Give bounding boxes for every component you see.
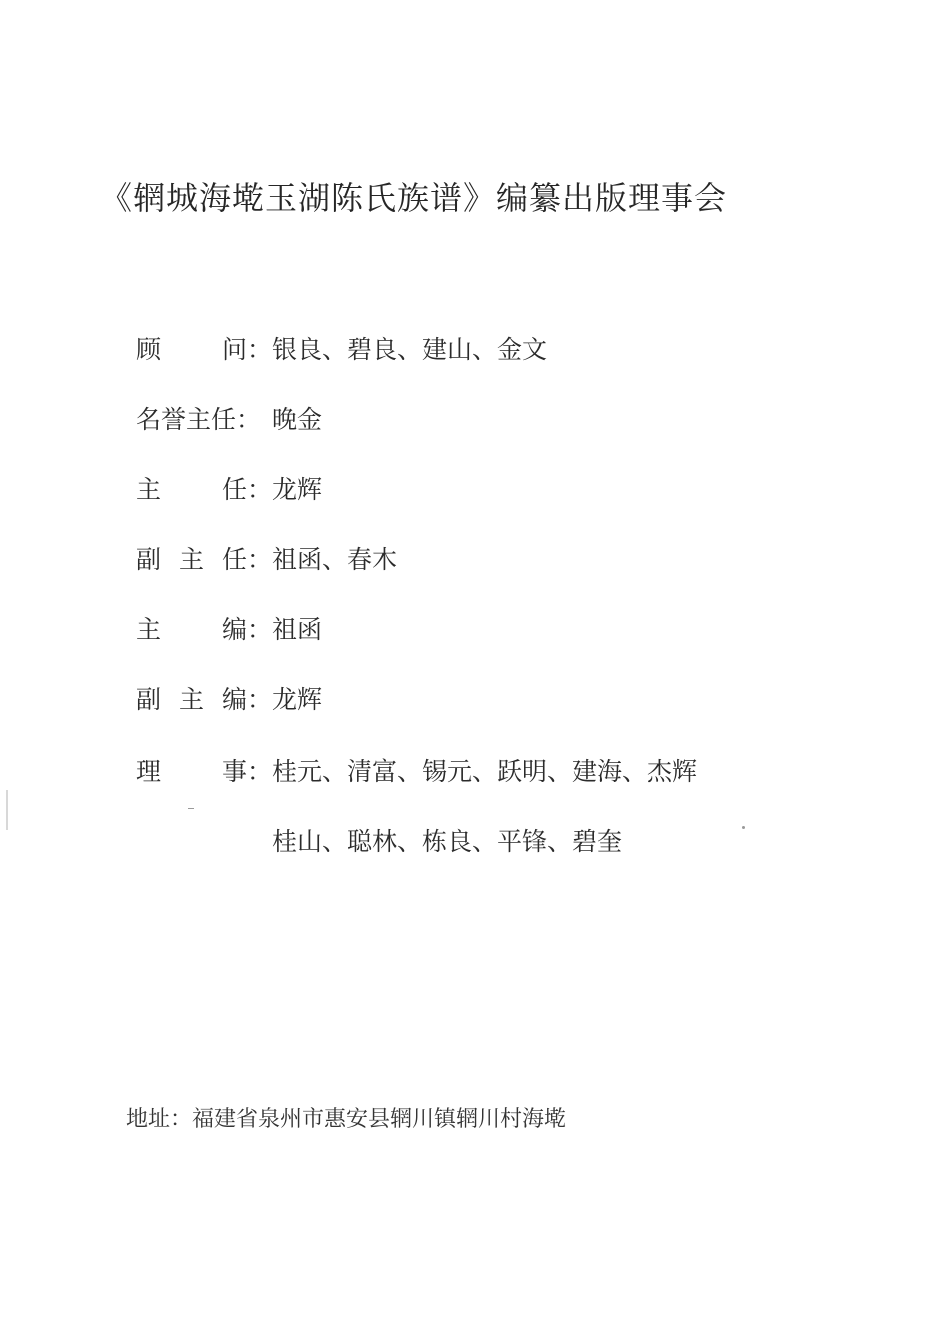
member-label	[136, 610, 272, 650]
member-names: 龙辉	[272, 685, 323, 714]
member-label	[136, 400, 272, 440]
label-char: 问：	[221, 335, 272, 364]
label-char: 任：	[221, 545, 272, 574]
member-label	[136, 330, 272, 370]
member-names: 晚金	[272, 405, 323, 434]
label-char: 任：	[221, 475, 272, 504]
label-char: 主	[136, 475, 162, 504]
member-label	[136, 470, 272, 510]
member-names: 桂元、清富、锡元、跃明、建海、杰辉	[272, 757, 698, 786]
label-char: 事：	[221, 757, 272, 786]
member-names-continuation: 桂山、聪林、栋良、平锋、碧奎	[272, 827, 623, 856]
scan-speck	[742, 826, 745, 829]
member-names: 银良、碧良、建山、金文	[272, 335, 548, 364]
label-char: 主	[136, 615, 162, 644]
member-label	[136, 752, 272, 792]
member-names: 祖函、春木	[272, 545, 398, 574]
label-char: 主	[178, 545, 204, 574]
label-char: 副	[136, 545, 162, 574]
label-char: 主	[178, 685, 204, 714]
member-names: 龙辉	[272, 475, 323, 504]
label-char: 理	[136, 757, 162, 786]
scan-speck	[6, 790, 8, 830]
member-label	[136, 680, 272, 720]
label-char: 顾	[136, 335, 162, 364]
member-names: 祖函	[272, 615, 323, 644]
address-line: 地址：福建省泉州市惠安县辋川镇辋川村海墘	[126, 1107, 567, 1132]
member-label	[136, 540, 272, 580]
document-title: 《辋城海墘玉湖陈氏族谱》编纂出版理事会	[100, 179, 728, 217]
label-char: 名誉主任：	[136, 405, 262, 434]
scan-speck	[188, 808, 194, 809]
label-char: 编：	[221, 685, 272, 714]
label-char: 编：	[221, 615, 272, 644]
label-char: 副	[136, 685, 162, 714]
